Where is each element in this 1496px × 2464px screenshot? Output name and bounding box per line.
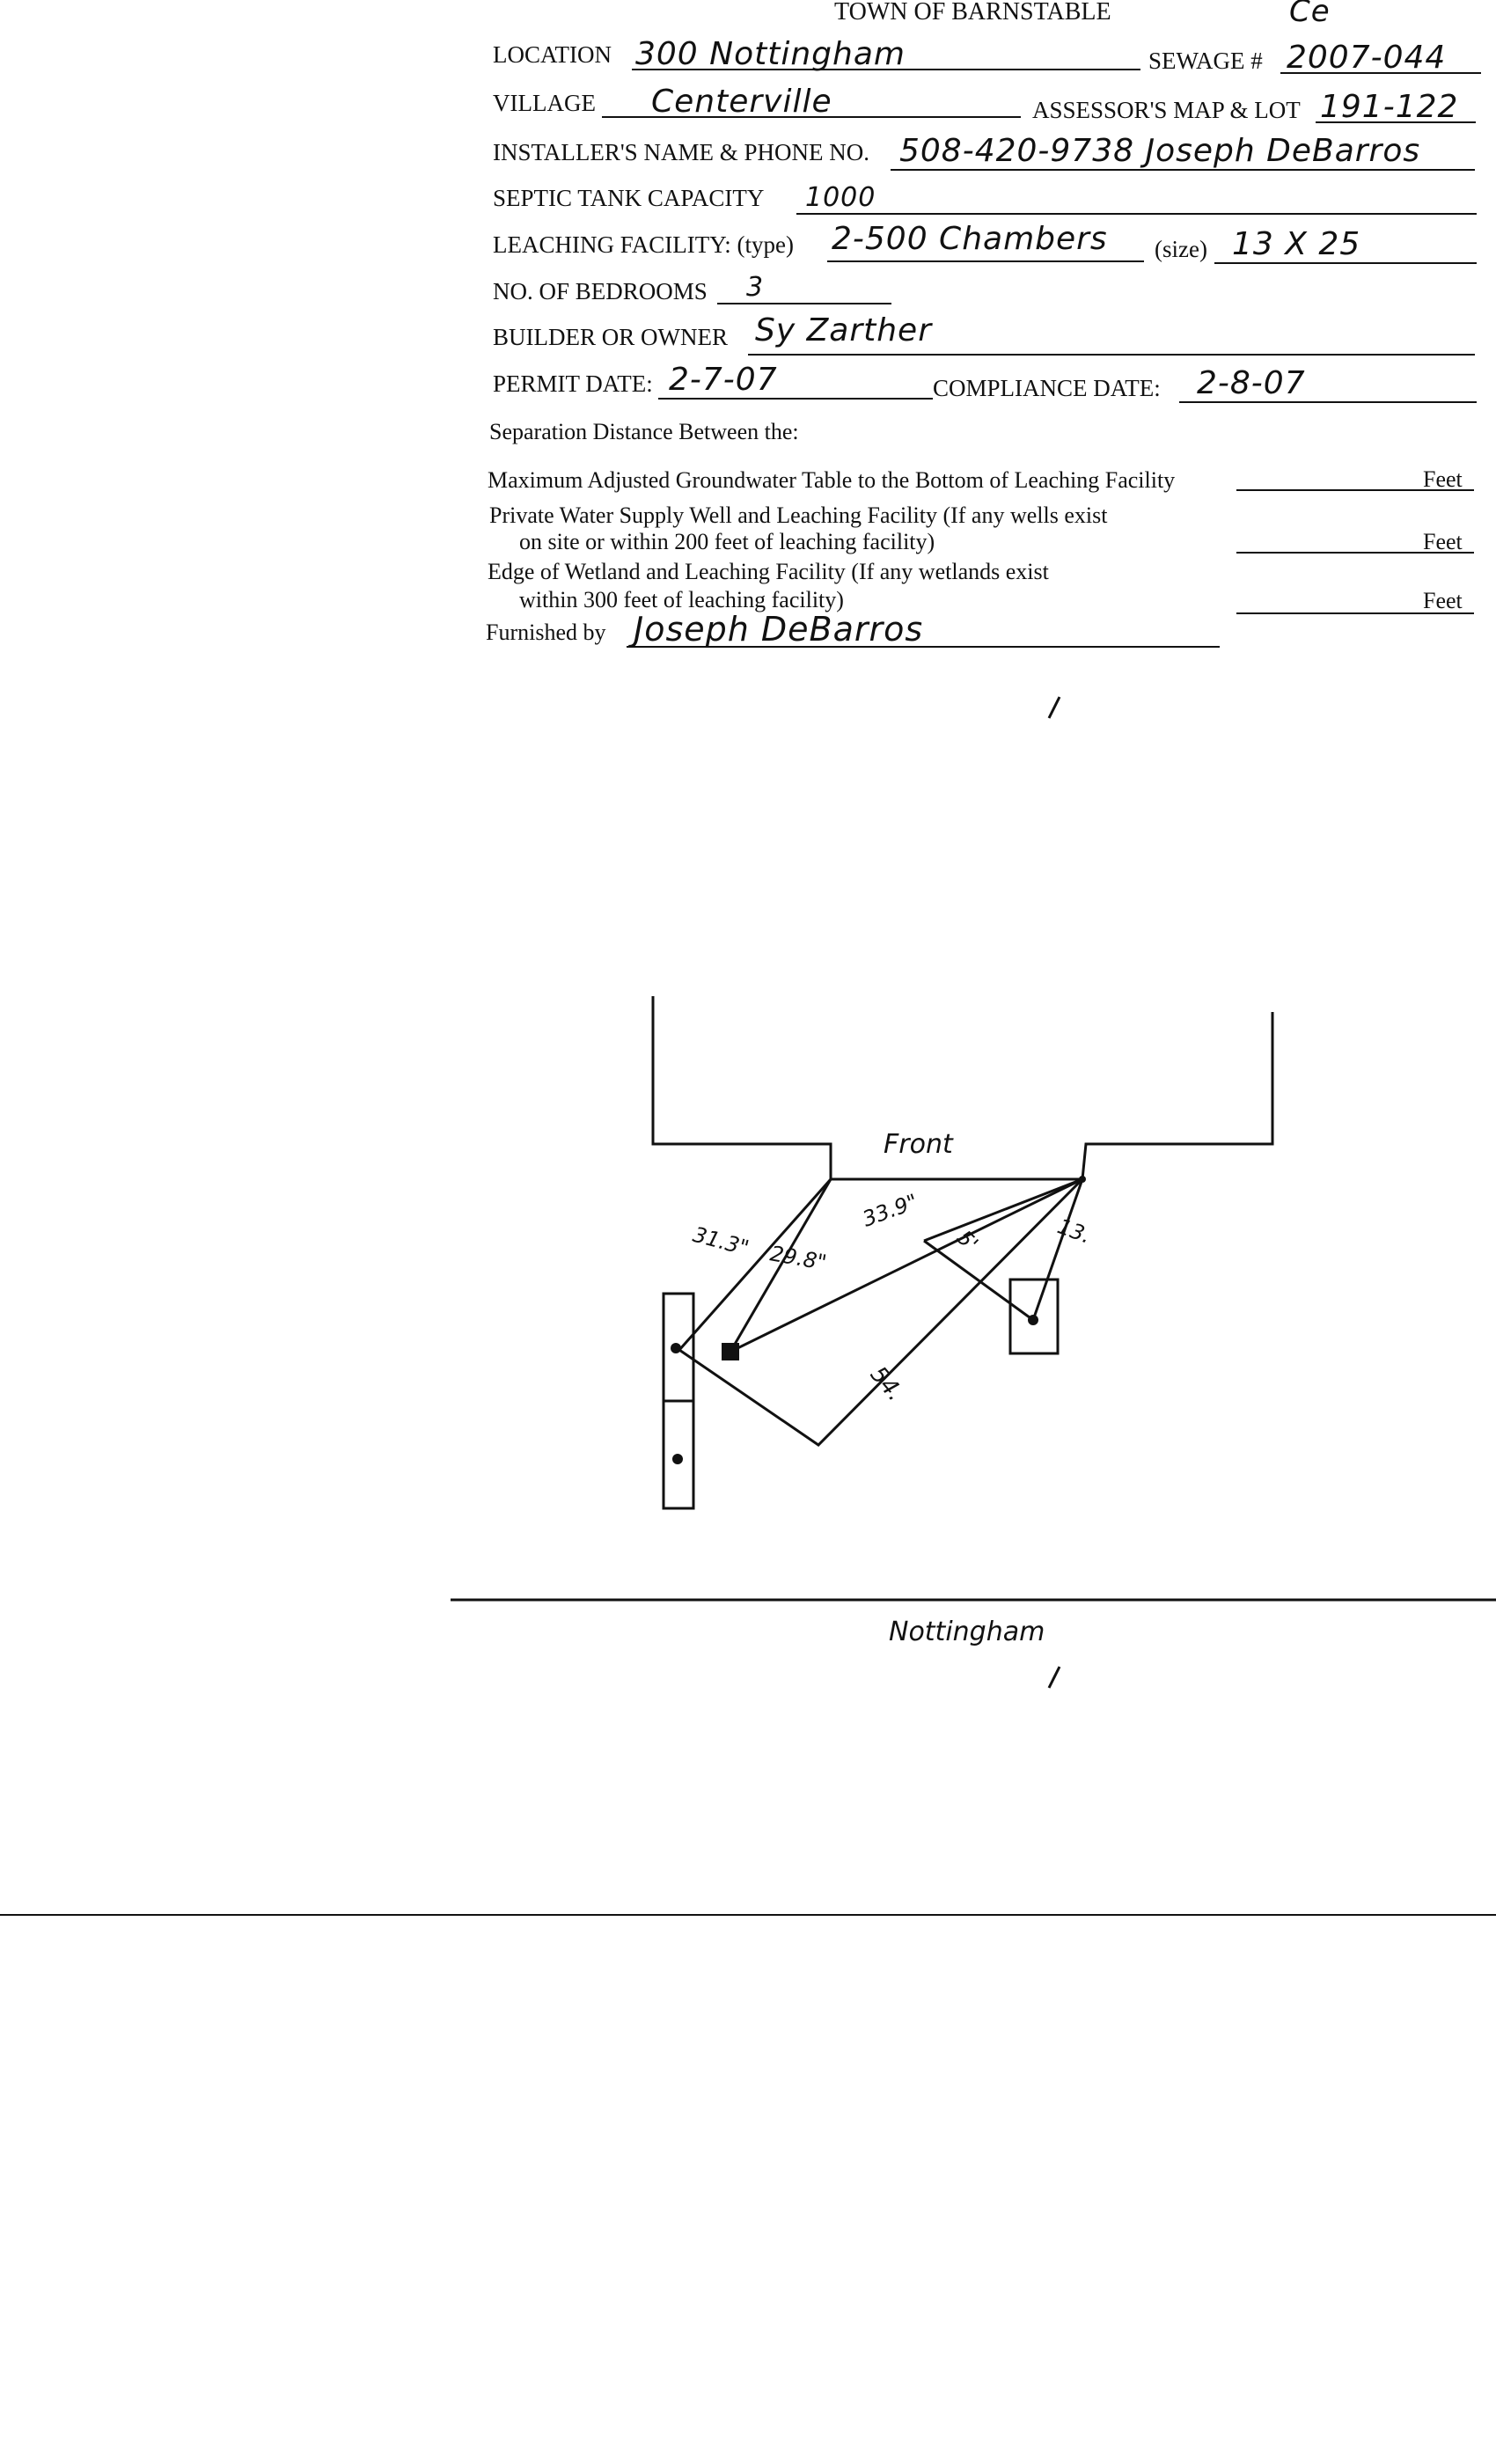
sewage-label: SEWAGE # — [1148, 48, 1263, 74]
measure-label-54: 54. — [864, 1361, 909, 1407]
measure-label-5: 5' — [951, 1225, 984, 1257]
location-value: 300 Nottingham — [635, 36, 906, 72]
stray-mark-top — [1049, 697, 1060, 718]
measure-label-29: 29.8" — [767, 1241, 829, 1276]
bedrooms-label: NO. OF BEDROOMS — [493, 278, 708, 304]
street-label: Nottingham — [889, 1617, 1045, 1647]
separation-row-3-unit: Feet — [1423, 588, 1463, 613]
corner-mark: Ce — [1289, 0, 1331, 29]
leach-type-label: LEACHING FACILITY: (type) — [493, 231, 794, 258]
tank-label: SEPTIC TANK CAPACITY — [493, 185, 765, 211]
separation-row-3-text-b: within 300 feet of leaching facility) — [519, 587, 844, 612]
assessor-label: ASSESSOR'S MAP & LOT — [1032, 97, 1301, 123]
location-label: LOCATION — [493, 41, 612, 68]
form-title: TOWN OF BARNSTABLE — [834, 0, 1111, 26]
tank-inlet-dot — [671, 1343, 681, 1353]
installer-value: 508-420-9738 Joseph DeBarros — [899, 133, 1421, 169]
separation-row-2-text-a: Private Water Supply Well and Leaching Facility (If any wells exist — [489, 502, 1108, 528]
separation-row-1-unit: Feet — [1423, 466, 1463, 492]
separation-row-1-text: Maximum Adjusted Groundwater Table to the Bottom of Leaching Facility — [488, 467, 1176, 493]
village-label: VILLAGE — [493, 90, 596, 116]
corner-dot — [1079, 1176, 1086, 1183]
leach-size-label: (size) — [1155, 236, 1207, 262]
dbox-dot — [1028, 1315, 1038, 1325]
separation-row-2-text-b: on site or within 200 feet of leaching facility) — [519, 529, 935, 554]
measure-label-33: 33.9" — [859, 1189, 921, 1232]
permit-value: 2-7-07 — [669, 362, 778, 398]
leach-type-value: 2-500 Chambers — [832, 221, 1108, 257]
measure-label-13: 13. — [1053, 1214, 1095, 1249]
permit-label: PERMIT DATE: — [493, 370, 653, 397]
village-value: Centerville — [651, 84, 832, 120]
separation-heading: Separation Distance Between the: — [489, 419, 799, 444]
furnished-signature: Joseph DeBarros — [634, 610, 924, 649]
separation-row-3-text-a: Edge of Wetland and Leaching Facility (If any wetlands exist — [488, 559, 1049, 584]
sewage-value: 2007-044 — [1287, 40, 1447, 76]
furnished-label: Furnished by — [486, 620, 606, 645]
house-outline — [653, 996, 1272, 1179]
bedrooms-value: 3 — [746, 272, 765, 303]
assessor-value: 191-122 — [1320, 89, 1459, 125]
installer-label: INSTALLER'S NAME & PHONE NO. — [493, 139, 869, 165]
tank-outlet-dot — [672, 1454, 683, 1464]
builder-value: Sy Zarther — [755, 312, 933, 348]
measure-label-31: 31.3" — [690, 1221, 752, 1261]
front-label: Front — [884, 1129, 953, 1160]
builder-label: BUILDER OR OWNER — [493, 324, 728, 350]
stray-mark-bottom — [1049, 1667, 1060, 1688]
cleanout-marker-icon — [722, 1343, 739, 1360]
tank-value: 1000 — [805, 182, 876, 213]
leach-size-value: 13 X 25 — [1232, 226, 1361, 262]
separation-row-2-unit: Feet — [1423, 529, 1463, 554]
compliance-value: 2-8-07 — [1197, 365, 1306, 401]
compliance-label: COMPLIANCE DATE: — [933, 375, 1161, 401]
